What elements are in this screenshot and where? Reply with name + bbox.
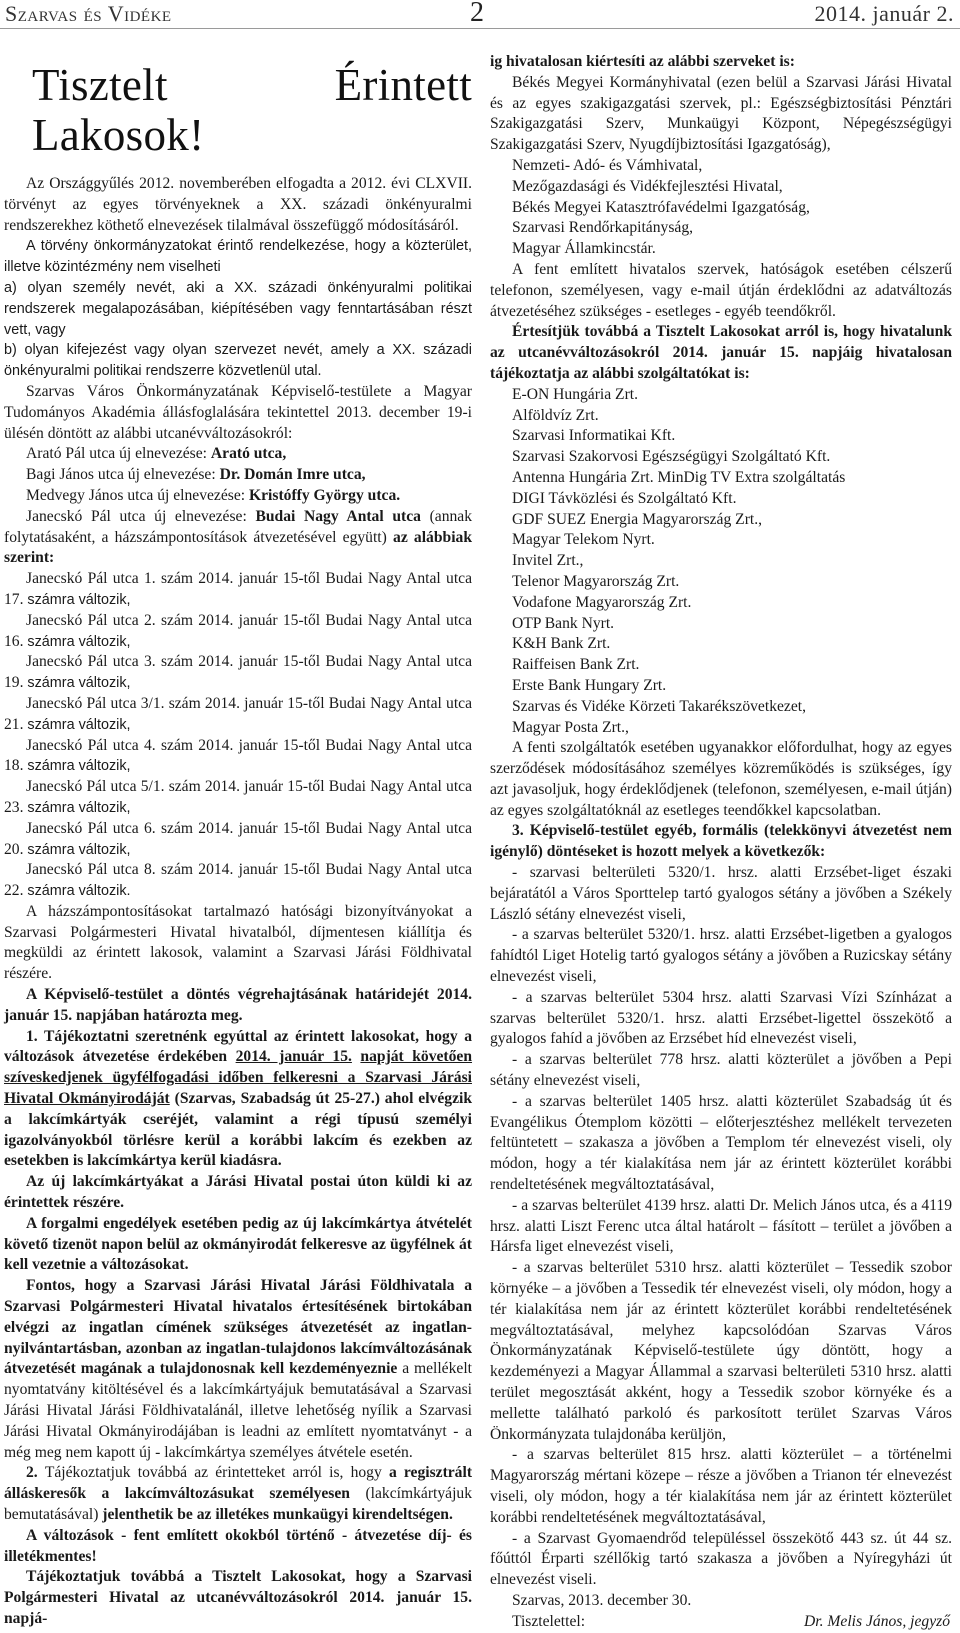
authority-item: Szarvasi Rendőrkapitányság, xyxy=(512,219,694,237)
provider-item: Alföldvíz Zrt. xyxy=(512,406,599,424)
provider-item: Szarvasi Informatikai Kft. xyxy=(512,427,676,445)
authority-item: Magyar Államkincstár. xyxy=(512,240,656,258)
authority-item: Mezőgazdasági és Vidékfejlesztési Hivatal, xyxy=(512,177,783,195)
address-change: Janecskó Pál utca 8. szám 2014. január 15-től Budai Nagy Antal utca 22. számra változik. xyxy=(4,861,472,900)
provider-item: E-ON Hungária Zrt. xyxy=(512,385,639,403)
provider-item: Magyar Posta Zrt., xyxy=(512,718,629,736)
paragraph-certificates: A házszámpontosításokat tartalmazó hatósági bizonyítványokat a Szarvasi Polgármesteri Hivatal hivatalból, díjmentesen kiállítja és megküldi az érintett lakosok, valamint a Szarvasi Járási Földhivatal részére. xyxy=(4,902,472,983)
provider-item: Vodafone Magyarország Zrt. xyxy=(512,593,692,611)
address-change: Janecskó Pál utca 5/1. szám 2014. január 15-től Budai Nagy Antal utca 23. számra változik, xyxy=(4,778,472,816)
paragraph-provision-a: a) olyan személy nevét, aki a XX. századi önkényuralmi politikai rendszerek megalapozásában, kiépítésében vagy fenntartásában részt vett, vagy xyxy=(4,279,472,338)
signature-name: Dr. Melis János, jegyző xyxy=(804,1612,950,1630)
rename-arato: Arató Pál utca új elnevezése: Arató utca, xyxy=(26,445,287,463)
address-change: Janecskó Pál utca 4. szám 2014. január 15-től Budai Nagy Antal utca 18. számra változik, xyxy=(4,736,472,775)
decision-item: - a szarvas belterület 815 hrsz. alatti közterület – a történelmi Magyarország mértani közepe – része a jövőben a Trianon tér elnevezést viseli, oly módon, hogy a tér kialakítása nem jár az érintett közterület korábbi rendeltetésének megváltoztatásával, xyxy=(490,1446,952,1526)
decision-item: - a Szarvast Gyomaendrőd településsel összekötő 443 sz. út 44 sz. főúttól Érparti széllőkig tartó szakasza a jövőben a Nyíregyházi út elnevezést viseli. xyxy=(490,1529,952,1589)
paragraph-law-intro: Az Országgyűlés 2012. novemberében elfogadta a 2012. évi CLXVII. törvényt az egyes törvényeknek a XX. századi önkényuralmi rendszerekhez köthető elnevezések tilalmával összefüggő módosításáról. xyxy=(4,175,472,234)
issue-date: 2014. január 2. xyxy=(814,1,954,26)
decision-item: - a szarvas belterület 5320/1. hrsz. alatti Erzsébet-ligetben a gyalogos fahídtól Liget Hotelig tartó gyalogos sétány a jövőben a Ruzicskay sétány elnevezést viseli, xyxy=(490,926,952,986)
provider-item: Raiffeisen Bank Zrt. xyxy=(512,656,640,674)
page-number: 2 xyxy=(470,0,484,28)
provider-item: Szarvasi Szakorvosi Egészségügyi Szolgáltató Kft. xyxy=(512,448,831,466)
paragraph-providers-note: A fenti szolgáltatók esetében ugyanakkor előfordulhat, hogy az egyes szerződések módosításához személyes közreműködés is szükséges, így azt javasoljuk, hogy érdeklődjenek (telefonon, személyesen, e-mail útján) az egyes szolgáltatóknál az esetleges teendőkkel kapcsolatban. xyxy=(490,739,952,819)
provider-item: Antenna Hungária Zrt. MinDig TV Extra szolgáltatás xyxy=(512,468,846,486)
address-change: Janecskó Pál utca 2. szám 2014. január 15-től Budai Nagy Antal utca 16. számra változik, xyxy=(4,611,472,650)
provider-item: GDF SUEZ Energia Magyarország Zrt., xyxy=(512,510,763,528)
provider-item: Telenor Magyarország Zrt. xyxy=(512,572,680,590)
decision-item: - a szarvas belterület 1405 hrsz. alatti közterület Szabadság út és Evangélikus Ótemplom közötti – előterjesztéshez mellékelt tervezeten feltüntetett – szakasza a jövőben a Templom tér elnevezést viseli, oly módon, hogy a tér kialakítása nem jár az érintett közterület korábbi rendeltetésének megváltoztatásával, xyxy=(490,1092,952,1194)
authority-item: Nemzeti- Adó- és Vámhivatal, xyxy=(512,156,703,174)
paragraph-authorities-intro: Tájékoztatjuk továbbá a Tisztelt Lakosokat, hogy a Szarvasi Polgármesteri Hivatal az utcanévváltozásokról 2014. január 15. napjá- xyxy=(4,1568,472,1627)
address-change: Janecskó Pál utca 6. szám 2014. január 15-től Budai Nagy Antal utca 20. számra változik, xyxy=(4,819,472,858)
decision-item: - a szarvas belterület 5310 hrsz. alatti közterület – Tessedik szobor környéke – a jövőben a Tessedik tér elnevezést viseli, oly módon, hogy a tér kialakítása nem jár az érintett közterület korábbi rendeltetésének megváltoztatásával, melyhez kapcsolódóan Szarvas Város Önkormányzatának Képviselő-testülete úgy döntött, hogy a kezdeményezi a Magyar Állammal a szarvasi belterületi 5310 hrsz. alatti terület megosztását akként, hogy a Tessedik szobor környéke és a mellette található parkoló és parkosított terület Szarvas Város Önkormányzata tulajdonába kerüljön, xyxy=(490,1259,952,1443)
paragraph-vehicle-licenses: A forgalmi engedélyek esetében pedig az új lakcímkártya átvételét követő tizenöt napon belül az okmányirodát felkeresve az ügyfélnek át kell vezetnie a változásokat. xyxy=(4,1214,472,1274)
provider-item: DIGI Távközlési és Szolgáltató Kft. xyxy=(512,489,737,507)
right-column xyxy=(490,52,952,1633)
paragraph-notice-2: 2. Tájékoztatjuk továbbá az érintetteket arról is, hogy a regisztrált álláskeresők a lakcímváltozásukat személyesen (lakcímkártyájuk bemutatásával) jelenthetik be az illetékes munkaügyi kirendeltségen. xyxy=(4,1464,473,1523)
provider-item: K&H Bank Zrt. xyxy=(512,635,611,653)
article-title: Tisztelt Érintett Lakosok! xyxy=(32,60,472,160)
decision-item: - a szarvas belterület 778 hrsz. alatti közterület a jövőben a Pepi sétány elnevezést viseli, xyxy=(490,1051,952,1090)
provider-item: Erste Bank Hungary Zrt. xyxy=(512,676,667,694)
provider-item: Magyar Telekom Nyrt. xyxy=(512,531,655,549)
paragraph-authorities-cont: ig hivatalosan kiértesíti az alábbi szerveket is: xyxy=(490,53,795,70)
provider-item: Invitel Zrt., xyxy=(512,552,584,570)
rename-medvegy: Medvegy János utca új elnevezése: Kristóffy György utca. xyxy=(26,486,401,504)
address-change: Janecskó Pál utca 1. szám 2014. január 15-től Budai Nagy Antal utca 17. számra változik, xyxy=(4,570,472,608)
newspaper-name: Szarvas és Vidéke xyxy=(5,1,172,26)
provider-item: Szarvas és Vidéke Körzeti Takarékszövetkezet, xyxy=(512,697,806,715)
paragraph-fee-exempt: A változások - fent említett okokból történő - átvezetése díj- és illetékmentes! xyxy=(4,1526,472,1565)
address-change: Janecskó Pál utca 3/1. szám 2014. január 15-től Budai Nagy Antal utca 21. számra változik, xyxy=(4,694,472,733)
paragraph-provision-b: b) olyan kifejezést vagy olyan szervezet nevét, amely a XX. századi önkényuralmi politikai rendszerre közvetlenül utal. xyxy=(4,342,472,380)
rename-bagi: Bagi János utca új elnevezése: Dr. Domán Imre utca, xyxy=(26,466,366,484)
authority-county-office: Békés Megyei Kormányhivatal (ezen belül a Szarvasi Járási Hivatal és az egyes szakigazgatási szervek, pl.: Egészségbiztosítási Pénztári Szakigazgatási Szerv, Munkaügyi Központ, Népegészségügyi Szakigazgatási Szerv, Nyugdíjbiztosítási Igazgatóság), xyxy=(490,73,952,154)
decision-item: - a szarvas belterület 4139 hrsz. alatti Dr. Melich János utca, és a 4119 hrsz. alatti Liszt Ferenc utca által határolt – fásított – terület a jövőben a Hársfa liget elnevezést viseli, xyxy=(490,1196,952,1256)
paragraph-new-cards: Az új lakcímkártyákat a Járási Hivatal postai úton küldi ki az érintettek részére. xyxy=(4,1173,472,1212)
page-header xyxy=(0,0,960,29)
closing-label: Tisztelettel: xyxy=(512,1612,586,1630)
paragraph-other-decisions: 3. Képviselő-testület egyéb, formális (telekkönyvi átvezetést nem igénylő) döntéseket is hozott melyek a következők: xyxy=(490,822,952,861)
address-change: Janecskó Pál utca 3. szám 2014. január 15-től Budai Nagy Antal utca 19. számra változik, xyxy=(4,653,472,692)
closing-signature-line xyxy=(490,1612,952,1633)
paragraph-deadline: A Képviselő-testület a döntés végrehajtásának határidejét 2014. január 15. napjában határozta meg. xyxy=(4,986,472,1024)
closing-place-date: Szarvas, 2013. december 30. xyxy=(512,1591,692,1609)
authority-item: Békés Megyei Katasztrófavédelmi Igazgatóság, xyxy=(512,198,810,216)
decision-item: - a szarvas belterület 5304 hrsz. alatti Szarvasi Vízi Színházat a szarvas belterület 5320/1. hrsz. alatti Erzsébet-ligettel összekötő a gyalogos fahíd a jövőben az Erzsébet híd elnevezést viseli, xyxy=(490,988,952,1048)
paragraph-law-provision: A törvény önkormányzatokat érintő rendelkezése, hogy a közterület, illetve közintézmény nem viselheti xyxy=(4,238,472,276)
provider-item: OTP Bank Nyrt. xyxy=(512,614,615,632)
left-column xyxy=(4,56,472,1630)
decision-item: - szarvasi belterületi 5320/1. hrsz. alatti Erzsébet-liget északi bejáratától a Város Sporttelep tartó gyalogos sétány a jövőben a Székely László sétány elnevezést viseli, xyxy=(490,864,952,923)
rename-janecsko: Janecskó Pál utca új elnevezése: Budai Nagy Antal utca (annak folytatásaként, a házszámpontosítások átvezetésével együtt) az alábbiak szerint: xyxy=(4,507,473,567)
paragraph-providers-intro: Értesítjük továbbá a Tisztelt Lakosokat arról is, hogy hivatalunk az utcanévváltozásokról 2014. január 15. napjáig hivatalosan tájékoztatja az alábbi szolgáltatókat is: xyxy=(490,323,952,382)
paragraph-inquire: A fent említett hivatalos szervek, hatóságok esetében célszerű telefonon, személyesen, vagy e-mail útján érdeklődni az adatváltozás átvezetéséhez szükséges - esetleges - egyéb teendőkről. xyxy=(490,260,952,320)
paragraph-notice-1: 1. Tájékoztatni szeretnénk egyúttal az érintett lakosokat, hogy a változások átvezetése érdekében 2014. január 15. napját követően szíveskedjenek ügyfélfogadási időben felkeresni a Szarvasi Járási Hivatal Okmányirodáját (Szarvas, Szabadság út 25-27.) ahol elvégzik a lakcímkártyák cseréjét, valamint a régi típusú személyi igazolványokból törlésre kerül a korábbi lakcím és ezekben az esetekben is lakcímkártya kerül kiadásra. xyxy=(4,1027,473,1170)
paragraph-council-decision: Szarvas Város Önkormányzatának Képviselő-testülete a Magyar Tudományos Akadémia állásfoglalására tekintettel 2013. december 19-i ülésén döntött az alábbi utcanévváltozásokról: xyxy=(4,382,472,442)
paragraph-land-registry: Fontos, hogy a Szarvasi Járási Hivatal Járási Földhivatala a Szarvasi Polgármesteri Hivatal hivatalos értesítésének birtokában elvégzi az ingatlan címének szükséges átvezetését az ingatlan-nyilvántartásban, azonban az ingatlan-tulajdonos lakcímváltozásának átvezetését magának a tulajdonosnak kell kezdeményeznie a mellékelt nyomtatvány kitöltésével és a lakcímkártyájuk bemutatásával a Szarvasi Járási Hivatal Járási Földhivatalánál, illetve lehetőség nyílik a Szarvasi Járási Hivatal Okmányirodájában is leadni az említett nyomtatványt - a még meg nem kapott új - lakcímkártya személyes átvétele esetén. xyxy=(4,1277,472,1461)
